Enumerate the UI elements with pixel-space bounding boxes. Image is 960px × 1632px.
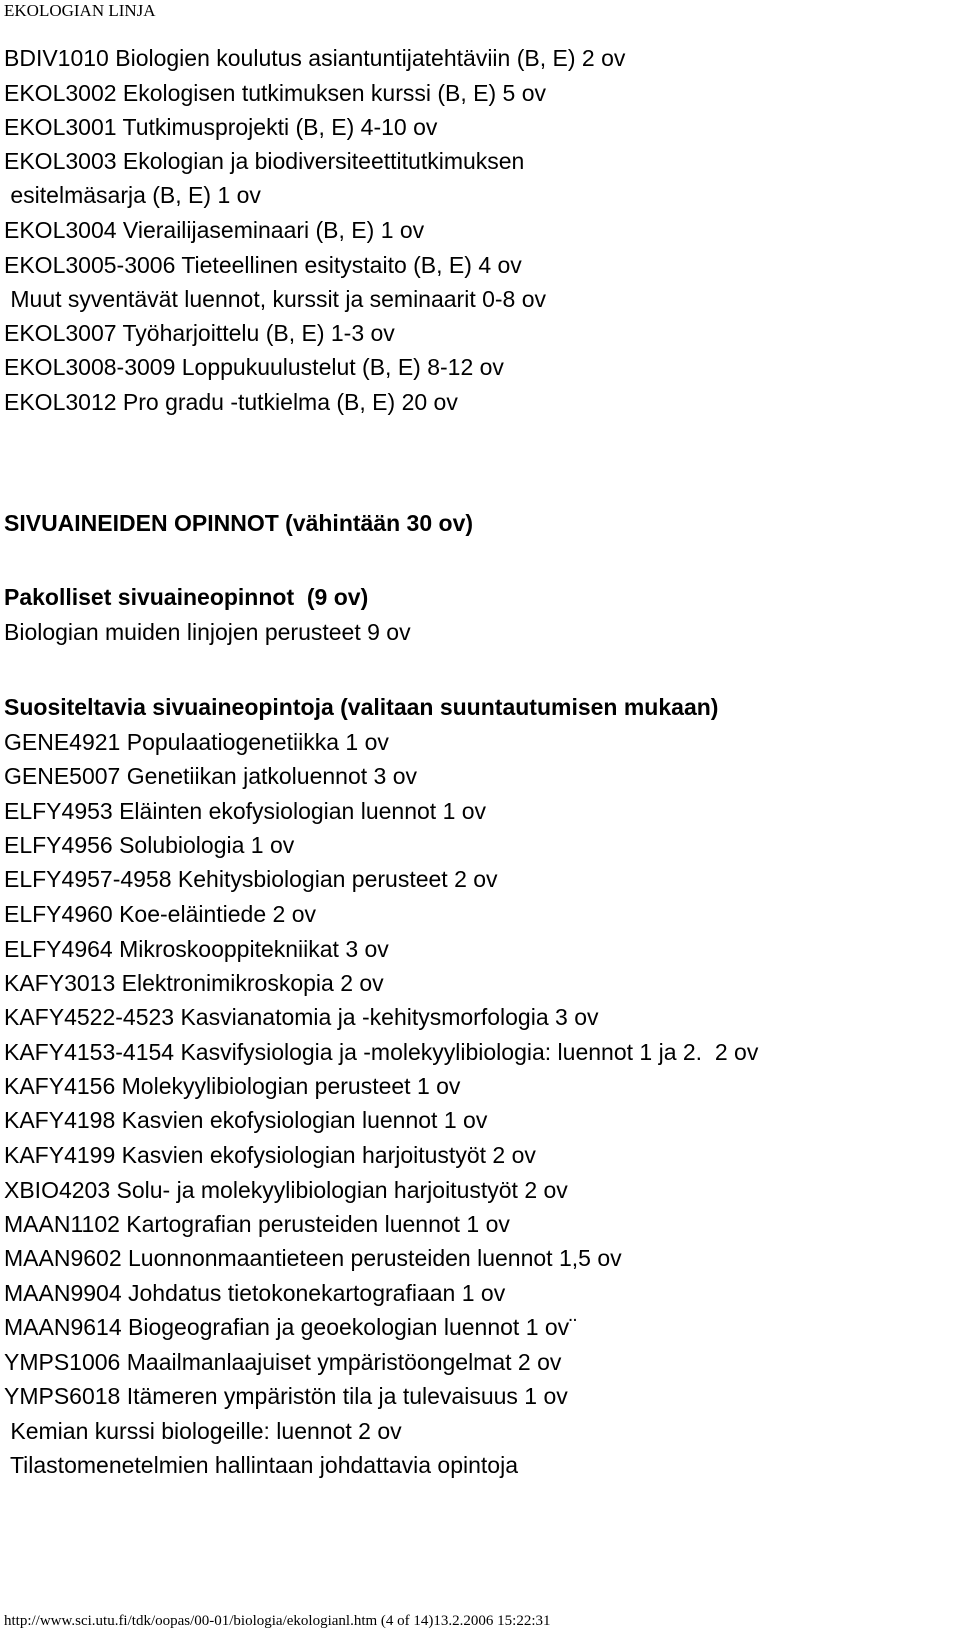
course-item: EKOL3012 Pro gradu -tutkielma (B, E) 20 ov — [4, 389, 458, 415]
list-item: ELFY4956 Solubiologia 1 ov — [4, 832, 295, 858]
list-item: MAAN9614 Biogeografian ja geoekologian luennot 1 ov¨ — [4, 1314, 577, 1340]
course-item: EKOL3008-3009 Loppukuulustelut (B, E) 8-12 ov — [4, 354, 504, 380]
list-item: MAAN9904 Johdatus tietokonekartografiaan 1 ov — [4, 1280, 506, 1306]
course-item: EKOL3007 Työharjoittelu (B, E) 1-3 ov — [4, 320, 395, 346]
minor-studies-heading: SIVUAINEIDEN OPINNOT (vähintään 30 ov) — [4, 510, 474, 536]
course-item: EKOL3002 Ekologisen tutkimuksen kurssi (B, E) 5 ov — [4, 80, 547, 106]
list-item: GENE4921 Populaatiogenetiikka 1 ov — [4, 729, 389, 755]
page-footer-url: http://www.sci.utu.fi/tdk/oopas/00-01/biologia/ekologianl.htm (4 of 14)13.2.2006 15:22:31 — [4, 1613, 551, 1629]
course-item: Muut syventävät luennot, kurssit ja seminaarit 0-8 ov — [4, 286, 547, 312]
list-item: ELFY4964 Mikroskooppitekniikat 3 ov — [4, 936, 389, 962]
mandatory-minor-item: Biologian muiden linjojen perusteet 9 ov — [4, 619, 411, 645]
recommended-minor-heading: Suositeltavia sivuaineopintoja (valitaan suuntautumisen mukaan) — [4, 694, 719, 720]
list-item: KAFY4153-4154 Kasvifysiologia ja -molekyylibiologia: luennot 1 ja 2. 2 ov — [4, 1039, 759, 1065]
list-item: ELFY4960 Koe-eläintiede 2 ov — [4, 901, 316, 927]
list-item: KAFY4198 Kasvien ekofysiologian luennot 1 ov — [4, 1107, 488, 1133]
list-item: YMPS6018 Itämeren ympäristön tila ja tulevaisuus 1 ov — [4, 1383, 568, 1409]
list-item: ELFY4957-4958 Kehitysbiologian perusteet 2 ov — [4, 866, 498, 892]
mandatory-minor-heading: Pakolliset sivuaineopinnot (9 ov) — [4, 584, 369, 610]
list-item: KAFY4522-4523 Kasvianatomia ja -kehitysmorfologia 3 ov — [4, 1004, 599, 1030]
list-item: Tilastomenetelmien hallintaan johdattavia opintoja — [4, 1452, 518, 1478]
list-item: MAAN9602 Luonnonmaantieteen perusteiden luennot 1,5 ov — [4, 1245, 622, 1271]
page-header: EKOLOGIAN LINJA — [4, 1, 156, 20]
list-item: MAAN1102 Kartografian perusteiden luennot 1 ov — [4, 1211, 510, 1237]
course-item: EKOL3005-3006 Tieteellinen esitystaito (B, E) 4 ov — [4, 252, 522, 278]
course-item: BDIV1010 Biologien koulutus asiantuntijatehtäviin (B, E) 2 ov — [4, 45, 626, 71]
list-item: ELFY4953 Eläinten ekofysiologian luennot 1 ov — [4, 798, 487, 824]
course-item: esitelmäsarja (B, E) 1 ov — [4, 182, 261, 208]
list-item: KAFY4156 Molekyylibiologian perusteet 1 ov — [4, 1073, 461, 1099]
list-item: KAFY3013 Elektronimikroskopia 2 ov — [4, 970, 384, 996]
list-item: XBIO4203 Solu- ja molekyylibiologian harjoitustyöt 2 ov — [4, 1177, 568, 1203]
course-item: EKOL3001 Tutkimusprojekti (B, E) 4-10 ov — [4, 114, 438, 140]
list-item: GENE5007 Genetiikan jatkoluennot 3 ov — [4, 763, 417, 789]
list-item: YMPS1006 Maailmanlaajuiset ympäristöongelmat 2 ov — [4, 1349, 562, 1375]
list-item: KAFY4199 Kasvien ekofysiologian harjoitustyöt 2 ov — [4, 1142, 536, 1168]
course-item: EKOL3003 Ekologian ja biodiversiteettitutkimuksen — [4, 148, 525, 174]
list-item: Kemian kurssi biologeille: luennot 2 ov — [4, 1418, 402, 1444]
course-item: EKOL3004 Vierailijaseminaari (B, E) 1 ov — [4, 217, 425, 243]
